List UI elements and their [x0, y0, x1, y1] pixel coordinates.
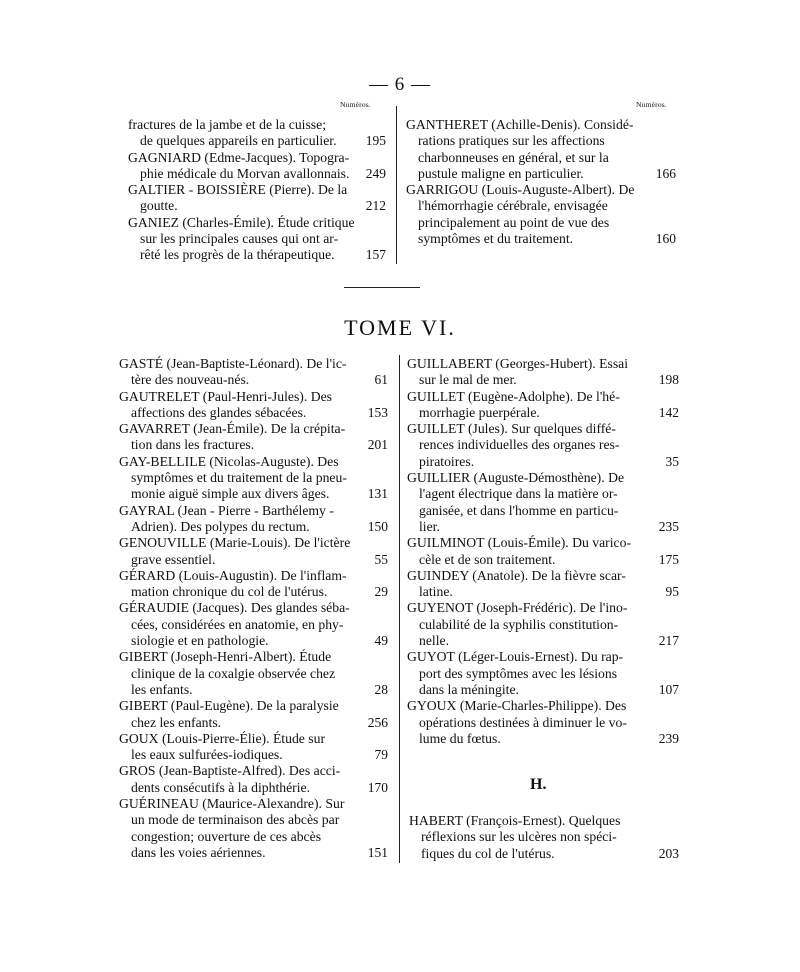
- entry-line: latine.: [419, 584, 453, 600]
- column-label-right: Numéros.: [636, 100, 667, 109]
- section-title: TOME VI.: [344, 315, 456, 340]
- entry-line: réflexions sur les ulcères non spéci-: [421, 829, 617, 845]
- entry-line: ganisée, et dans l'homme en particu-: [419, 502, 619, 518]
- index-entry: [407, 568, 679, 601]
- entry-line: congestion; ouverture de ces abcès: [131, 828, 322, 844]
- index-entry: [407, 421, 679, 470]
- entry-line: l'agent électrique dans la matière or-: [419, 486, 618, 502]
- entry-number: 107: [658, 681, 679, 697]
- index-entry: [119, 600, 388, 649]
- index-entry: [409, 813, 679, 862]
- entry-number: 142: [658, 404, 679, 420]
- entry-line: les eaux sulfurées-iodiques.: [131, 747, 283, 763]
- h-section-column: [409, 813, 679, 862]
- entry-line: affections des glandes sébacées.: [131, 404, 307, 420]
- entry-line: cées, considérées en anatomie, en phy-: [131, 616, 344, 632]
- index-entry: [407, 389, 679, 422]
- entry-number: 166: [655, 165, 676, 181]
- entry-line: GUÉRINEAU (Maurice-Alexandre). Sur: [119, 796, 345, 812]
- entry-number: 249: [365, 165, 386, 181]
- index-entry: [128, 182, 386, 215]
- index-entry: [406, 182, 676, 247]
- entry-line: GANIEZ (Charles-Émile). Étude critique: [128, 214, 355, 230]
- index-entry: [119, 698, 388, 731]
- entry-number: 175: [658, 551, 679, 567]
- entry-line: tion dans les fractures.: [131, 437, 255, 453]
- main-right-column: [407, 356, 679, 747]
- entry-line: rences individuelles des organes res-: [419, 437, 620, 453]
- index-entry: [407, 470, 679, 535]
- entry-number: 153: [367, 404, 388, 420]
- entry-line: GAUTRELET (Paul-Henri-Jules). Des: [119, 388, 332, 404]
- entry-line: clinique de la coxalgie observée chez: [131, 665, 336, 681]
- entry-line: GARRIGOU (Louis-Auguste-Albert). De: [406, 182, 635, 198]
- entry-line: GUYOT (Léger-Louis-Ernest). Du rap-: [407, 649, 624, 665]
- index-entry: [407, 649, 679, 698]
- entry-number: 55: [374, 551, 388, 567]
- index-entry: [119, 356, 388, 389]
- index-entry: [407, 535, 679, 568]
- entry-line: goutte.: [140, 198, 178, 214]
- entry-line: siologie et en pathologie.: [131, 633, 269, 649]
- top-right-column: [406, 117, 676, 247]
- entry-line: l'hémorrhagie cérébrale, envisagée: [418, 198, 608, 214]
- entry-number: 28: [374, 681, 388, 697]
- entry-line: lume du fœtus.: [419, 730, 501, 746]
- entry-line: dents consécutifs à la diphthérie.: [131, 779, 311, 795]
- entry-line: GANTHERET (Achille-Denis). Considé-: [406, 117, 634, 132]
- entry-line: fiques du col de l'utérus.: [421, 845, 555, 861]
- entry-line: GUYENOT (Joseph-Frédéric). De l'ino-: [407, 600, 628, 616]
- entry-line: GUINDEY (Anatole). De la fièvre scar-: [407, 567, 626, 583]
- entry-number: 217: [658, 633, 679, 649]
- entry-line: GUILLABERT (Georges-Hubert). Essai: [407, 356, 629, 371]
- entry-line: rations pratiques sur les affections: [418, 133, 605, 149]
- index-entry: [407, 698, 679, 747]
- entry-number: 160: [655, 231, 676, 247]
- column-divider-main: [399, 355, 400, 863]
- index-entry: [119, 649, 388, 698]
- index-entry: [407, 600, 679, 649]
- entry-line: GASTÉ (Jean-Baptiste-Léonard). De l'ic-: [119, 356, 347, 371]
- entry-line: grave essentiel.: [131, 551, 216, 567]
- index-entry: [119, 503, 388, 536]
- entry-number: 256: [367, 714, 388, 730]
- entry-line: piratoires.: [419, 453, 475, 469]
- entry-line: mation chronique du col de l'utérus.: [131, 584, 328, 600]
- entry-line: principalement au point de vue des: [418, 214, 610, 230]
- entry-line: monie aiguë simple aux divers âges.: [131, 486, 330, 502]
- entry-number: 61: [374, 372, 388, 388]
- entry-line: GUILLET (Eugène-Adolphe). De l'hé-: [407, 388, 620, 404]
- index-entry: [119, 454, 388, 503]
- entry-number: 235: [658, 518, 679, 534]
- entry-line: GÉRAUDIE (Jacques). Des glandes séba-: [119, 600, 350, 616]
- entry-number: 131: [367, 486, 388, 502]
- index-entry: [406, 117, 676, 182]
- entry-number: 151: [367, 844, 388, 860]
- page-number: — 6 —: [369, 74, 431, 95]
- index-entry: [119, 535, 388, 568]
- entry-line: symptômes et du traitement.: [418, 231, 574, 247]
- entry-line: dans les voies aériennes.: [131, 844, 266, 860]
- entry-line: pustule maligne en particulier.: [418, 165, 584, 181]
- entry-line: tère des nouveau-nés.: [131, 372, 250, 388]
- entry-number: 35: [665, 453, 679, 469]
- entry-line: GAYRAL (Jean - Pierre - Barthélemy -: [119, 502, 334, 518]
- entry-line: chez les enfants.: [131, 714, 222, 730]
- entry-number: 201: [367, 437, 388, 453]
- entry-number: 170: [367, 779, 388, 795]
- entry-line: les enfants.: [131, 681, 193, 697]
- main-left-column: [119, 356, 388, 861]
- entry-number: 95: [665, 584, 679, 600]
- entry-line: GOUX (Louis-Pierre-Élie). Étude sur: [119, 730, 326, 746]
- entry-line: sur le mal de mer.: [419, 372, 517, 388]
- entry-line: rêté les progrès de la thérapeutique.: [140, 247, 335, 263]
- entry-line: fractures de la jambe et de la cuisse;: [128, 117, 326, 132]
- entry-line: GYOUX (Marie-Charles-Philippe). Des: [407, 698, 627, 714]
- entry-line: GIBERT (Joseph-Henri-Albert). Étude: [119, 649, 332, 665]
- entry-line: GUILMINOT (Louis-Émile). Du varico-: [407, 535, 632, 551]
- column-label-left: Numéros.: [340, 100, 371, 109]
- entry-line: GÉRARD (Louis-Augustin). De l'inflam-: [119, 567, 347, 583]
- entry-number: 157: [365, 247, 386, 263]
- entry-line: morrhagie puerpérale.: [419, 404, 540, 420]
- entry-number: 239: [658, 730, 679, 746]
- index-entry: [128, 150, 386, 183]
- entry-line: lier.: [419, 518, 440, 534]
- entry-line: dans la méningite.: [419, 681, 519, 697]
- entry-line: cèle et de son traitement.: [419, 551, 556, 567]
- index-entry: [119, 389, 388, 422]
- entry-number: 79: [374, 747, 388, 763]
- entry-number: 212: [365, 198, 386, 214]
- entry-line: de quelques appareils en particulier.: [140, 133, 337, 149]
- index-entry: [119, 568, 388, 601]
- section-letter-h: H.: [530, 776, 547, 793]
- entry-line: GENOUVILLE (Marie-Louis). De l'ictère: [119, 535, 351, 551]
- top-left-column: [128, 117, 386, 264]
- entry-number: 198: [658, 372, 679, 388]
- entry-line: phie médicale du Morvan avallonnais.: [140, 165, 350, 181]
- entry-number: 203: [658, 845, 679, 861]
- index-entry: [128, 215, 386, 264]
- entry-line: GAGNIARD (Edme-Jacques). Topogra-: [128, 149, 350, 165]
- entry-line: symptômes et du traitement de la pneu-: [131, 470, 347, 486]
- entry-line: port des symptômes avec les lésions: [419, 665, 618, 681]
- entry-number: 29: [374, 584, 388, 600]
- entry-line: GROS (Jean-Baptiste-Alfred). Des acci-: [119, 763, 341, 779]
- index-entry: [128, 117, 386, 150]
- index-entry: [407, 356, 679, 389]
- entry-line: nelle.: [419, 633, 450, 649]
- entry-line: GAY-BELLILE (Nicolas-Auguste). Des: [119, 453, 339, 469]
- section-rule: [344, 287, 420, 288]
- entry-line: HABERT (François-Ernest). Quelques: [409, 813, 621, 828]
- index-entry: [119, 796, 388, 861]
- entry-number: 49: [374, 633, 388, 649]
- entry-line: culabilité de la syphilis constitution-: [419, 616, 619, 632]
- index-entry: [119, 763, 388, 796]
- index-entry: [119, 731, 388, 764]
- entry-line: sur les principales causes qui ont ar-: [140, 231, 339, 247]
- entry-line: GIBERT (Paul-Eugène). De la paralysie: [119, 698, 339, 714]
- entry-line: un mode de terminaison des abcès par: [131, 812, 340, 828]
- entry-number: 195: [365, 133, 386, 149]
- entry-line: GAVARRET (Jean-Émile). De la crépita-: [119, 421, 346, 437]
- entry-line: Adrien). Des polypes du rectum.: [131, 518, 310, 534]
- entry-line: GALTIER - BOISSIÈRE (Pierre). De la: [128, 182, 348, 198]
- index-entry: [119, 421, 388, 454]
- entry-line: GUILLET (Jules). Sur quelques diffé-: [407, 421, 616, 437]
- entry-line: opérations destinées à diminuer le vo-: [419, 714, 627, 730]
- entry-line: charbonneuses en général, et sur la: [418, 149, 609, 165]
- column-divider-top: [396, 106, 397, 264]
- entry-line: GUILLIER (Auguste-Démosthène). De: [407, 470, 625, 486]
- entry-number: 150: [367, 518, 388, 534]
